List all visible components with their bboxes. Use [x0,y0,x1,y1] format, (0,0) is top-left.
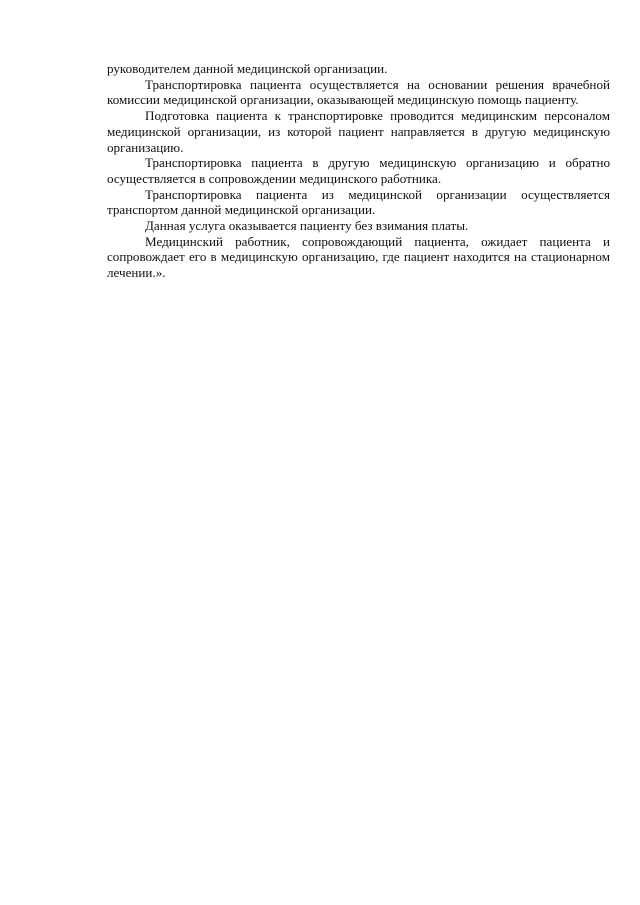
paragraph-patient-preparation: Подготовка пациента к транспортировке проводится медицинским персоналом медицинской организации, из которой пациент направляется в другую медицинскую организацию. [107,108,610,155]
paragraph-free-service: Данная услуга оказывается пациенту без взимания платы. [145,218,469,234]
paragraph-escort: Транспортировка пациента в другую медицинскую организацию и обратно осуществляется в сопровождении медицинского работника. [107,155,610,186]
document-body [107,61,610,281]
paragraph-continuation: руководителем данной медицинской организации. [107,61,388,76]
paragraph-transport-decision: Транспортировка пациента осуществляется на основании решения врачебной комиссии медицинской организации, оказывающей медицинскую помощь пациенту. [107,76,610,108]
paragraph-transport-vehicle: Транспортировка пациента из медицинской организации осуществляется транспортом данной медицинской организации. [107,186,610,218]
paragraph-return-escort: Медицинский работник, сопровождающий пациента, ожидает пациента и сопровождает его в медицинскую организацию, где пациент находится на стационарном лечении.». [107,233,610,281]
